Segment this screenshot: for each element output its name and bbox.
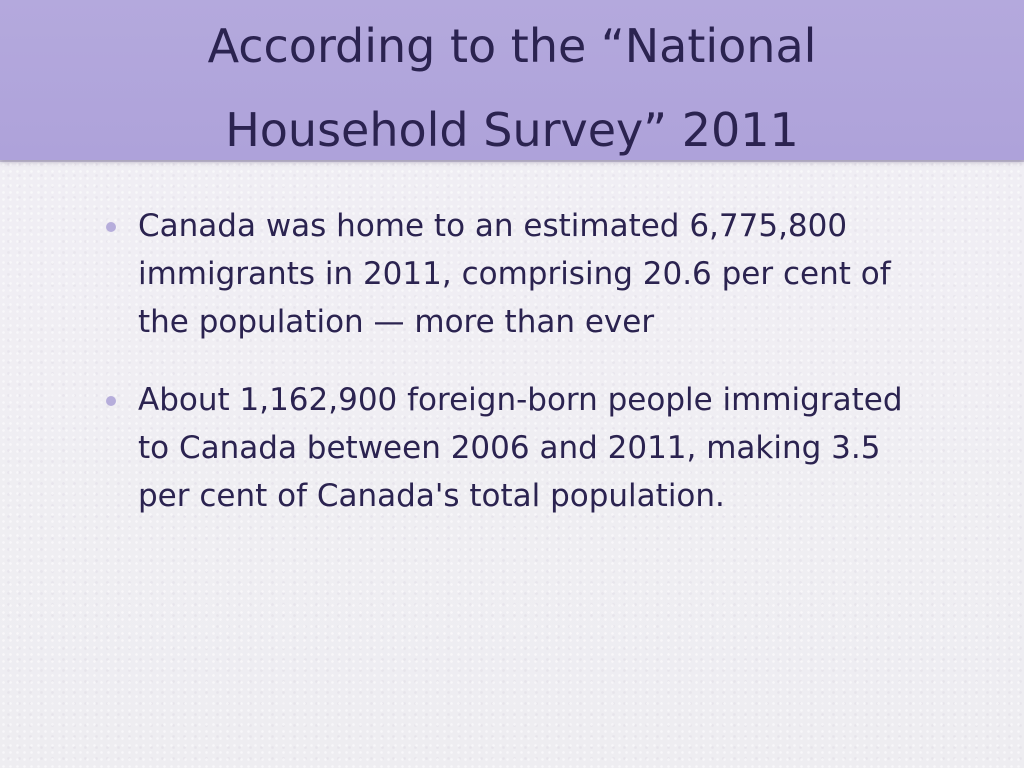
bullet-marker-icon bbox=[106, 396, 116, 406]
bullet-item bbox=[106, 376, 936, 520]
title-band bbox=[0, 0, 1024, 160]
bullet-list bbox=[106, 202, 936, 550]
slide-title bbox=[0, 4, 1024, 172]
bullet-item bbox=[106, 202, 936, 346]
bullet-text: Canada was home to an estimated 6,775,800 immigrants in 2011, comprising 20.6 per cent of the population — more than ever bbox=[138, 208, 891, 340]
bullet-text: About 1,162,900 foreign-born people immigrated to Canada between 2006 and 2011, making 3.5 per cent of Canada's total population. bbox=[138, 382, 903, 514]
slide-title-line-2: Household Survey” 2011 bbox=[225, 103, 799, 157]
slide-title-line-1: According to the “National bbox=[207, 19, 817, 73]
bullet-marker-icon bbox=[106, 222, 116, 232]
